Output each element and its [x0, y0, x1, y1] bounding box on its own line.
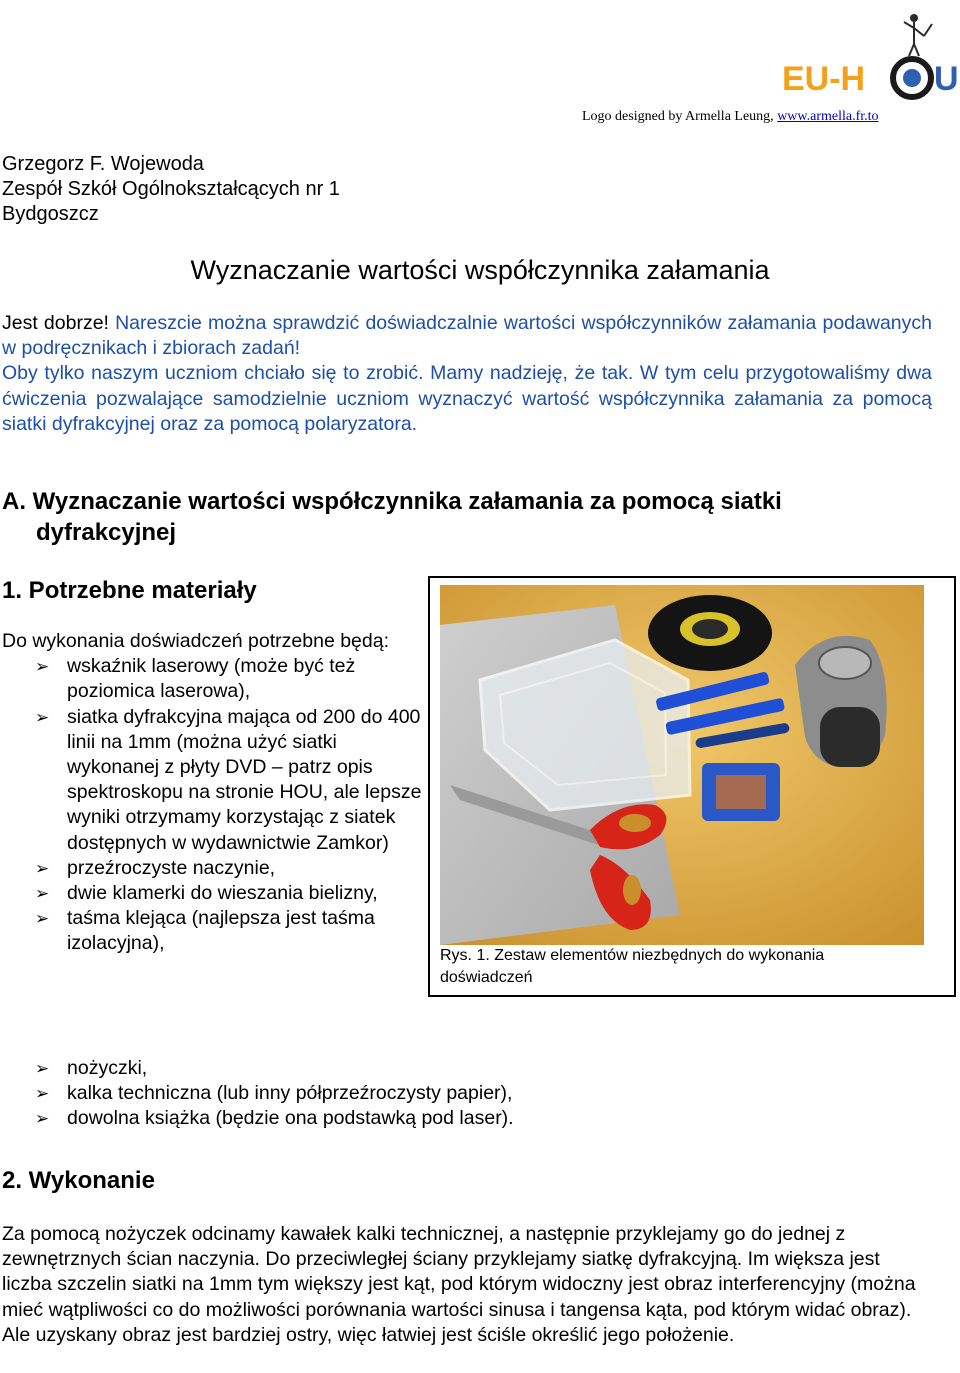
arrow-bullet-icon: ➢	[35, 909, 50, 929]
list-item: ➢ nożyczki,	[2, 1056, 942, 1081]
section-2-heading: 2. Wykonanie	[2, 1167, 155, 1194]
intro-paragraph-2: Oby tylko naszym uczniom chciało się to zrobić. Mamy nadzieję, że tak. W tym celu przygotowaliśmy dwa ćwiczenia pozwalające samodzielnie uczniom wyznaczyć wartość współczynnika załamania za pomocą siatki dyfrakcyjnej oraz za pomocą polaryzatora.	[2, 362, 932, 435]
arrow-bullet-icon: ➢	[35, 884, 50, 904]
materials-list	[2, 654, 422, 956]
logo-credit-link[interactable]: www.armella.fr.to	[777, 109, 879, 124]
arrow-bullet-icon: ➢	[35, 657, 50, 677]
list-item: ➢ wskaźnik laserowy (może być też poziomica laserowa),	[35, 655, 356, 703]
document-title: Wyznaczanie wartości współczynnika załamania	[190, 255, 770, 285]
section-a-heading	[2, 486, 902, 548]
arrow-bullet-icon: ➢	[35, 1109, 50, 1129]
author-name: Grzegorz F. Wojewoda	[2, 153, 204, 175]
eu-hou-logo	[776, 6, 959, 106]
arrow-bullet-icon: ➢	[35, 858, 50, 878]
author-city: Bydgoszcz	[2, 203, 99, 225]
logo-text-right: U	[934, 60, 959, 98]
intro-first-rest: Nareszcie można sprawdzić doświadczalnie wartości współczynników załamania podawanych w podręcznikach i zbiorach zadań!	[2, 312, 932, 360]
list-item: ➢ siatka dyfrakcyjna mająca od 200 do 400 linii na 1mm (można użyć siatki wykonanej z płyty DVD – patrz opis spektroskopu na stronie HOU, ale lepsze wyniki otrzymamy korzystając z siatek dostępnych w wydawnictwie Zamkor)	[35, 705, 422, 854]
list-item: ➢ dowolna książka (będzie ona podstawką pod laser).	[2, 1106, 942, 1131]
logo-credit	[582, 109, 879, 125]
arrow-bullet-icon: ➢	[35, 1059, 50, 1078]
list-item: ➢ taśma klejąca (najlepsza jest taśma izolacyjna),	[35, 907, 375, 955]
logo-credit-prefix: Logo designed by Armella Leung,	[582, 109, 778, 124]
section-2-body	[2, 1222, 932, 1348]
figure-caption: Rys. 1. Zestaw elementów niezbędnych do wykonania doświadczeń	[440, 947, 825, 986]
materials-lead: Do wykonania doświadczeń potrzebne będą:	[2, 630, 390, 652]
author-block	[2, 152, 340, 227]
section-a-line1: A. Wyznaczanie wartości współczynnika załamania za pomocą siatki	[2, 488, 782, 515]
arrow-bullet-icon: ➢	[35, 707, 50, 727]
section-1-heading: 1. Potrzebne materiały	[2, 577, 257, 604]
section-2-paragraph: Za pomocą nożyczek odcinamy kawałek kalki technicznej, a następnie przyklejamy go do jednej z zewnętrznych ścian naczynia. Do przeciwległej ściany przyklejamy siatkę dyfrakcyjną. Im większa jest liczba szczelin siatki na 1mm tym większy jest kąt, pod którym widoczny jest obraz interferencyjny (można mieć wątpliwości co do możliwości porównania wartości sinusa i tangensa kąta, pod którym widać obraz). Ale uzyskany obraz jest bardziej ostry, więc łatwiej jest ściśle określić jego położenie.	[2, 1223, 916, 1346]
equipment-photo	[440, 585, 924, 945]
intro-paragraph-1	[2, 311, 932, 361]
list-item: ➢ kalka techniczna (lub inny półprzeźroczysty papier),	[2, 1081, 942, 1106]
author-school: Zespół Szkół Ogólnokształcących nr 1	[2, 178, 340, 200]
materials-list-wide	[2, 1056, 942, 1132]
list-item: ➢ dwie klamerki do wieszania bielizny,	[2, 881, 422, 906]
materials-list-continued	[2, 1056, 942, 1132]
intro-text	[2, 311, 932, 437]
section-a-line2: dyfrakcyjnej	[36, 519, 177, 546]
intro-first-dark: Jest dobrze!	[2, 312, 109, 334]
logo-text-left: EU-H	[782, 60, 866, 98]
arrow-bullet-icon: ➢	[35, 1084, 50, 1104]
materials-block	[2, 629, 422, 957]
list-item: ➢ przeźroczyste naczynie,	[2, 856, 422, 881]
